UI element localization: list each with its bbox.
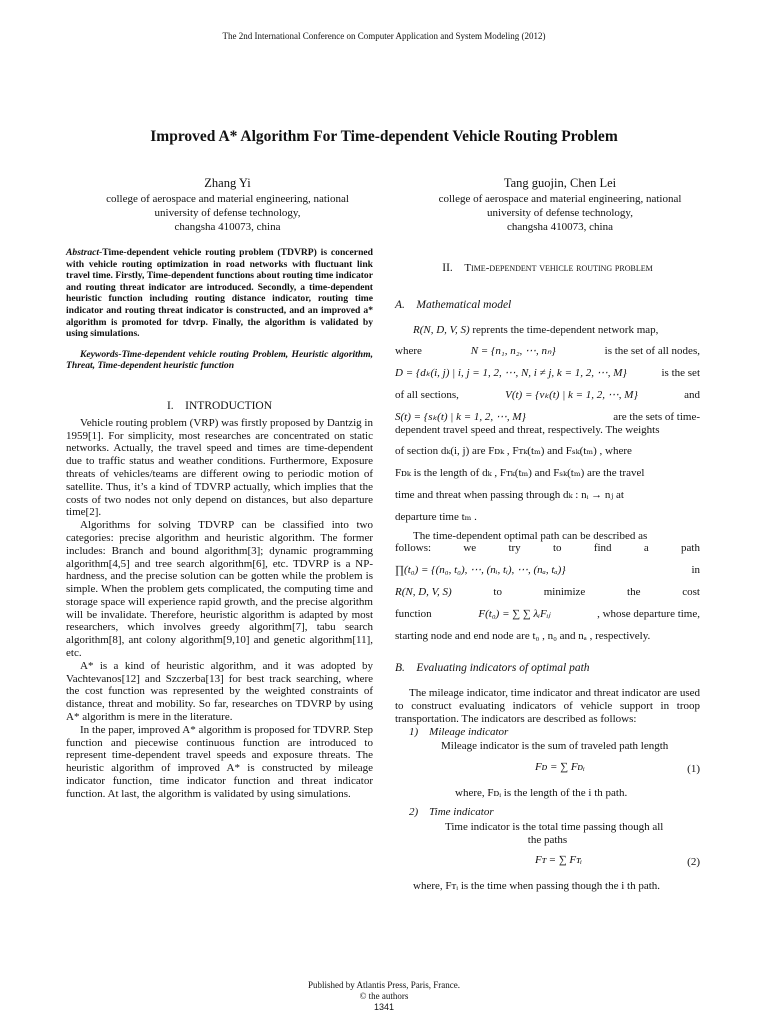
equation-number: (2): [687, 856, 700, 869]
text-line: [395, 367, 700, 380]
text-span: function: [395, 607, 432, 620]
text-line: [395, 389, 700, 402]
text-span: a: [643, 542, 649, 555]
subsection-heading-model: A. Mathematical model: [395, 298, 512, 311]
equation-body: Fᴅ = ∑ Fᴅᵢ: [535, 761, 585, 774]
left-column: [66, 247, 373, 801]
text-span: are the sets of time-: [613, 410, 700, 423]
page-number: 1341: [373, 1002, 395, 1012]
text-span: , whose departure time,: [597, 607, 700, 620]
text-line: Time indicator is the total time passing though all: [445, 820, 664, 833]
text-span: in: [691, 564, 700, 577]
text-line: time and threat when passing through dₖ : nᵢ → nⱼ at: [395, 488, 624, 501]
math-expression: R(N, D, V, S): [413, 323, 470, 336]
text-span: minimize: [543, 585, 586, 598]
section-title: Time-dependent vehicle routing problem: [464, 262, 653, 274]
text-line: [395, 608, 700, 621]
text-line: [395, 542, 700, 555]
text-line: where, Fᴅᵢ is the length of the i th path.: [455, 787, 628, 800]
subsection-heading-indicators: B. Evaluating indicators of optimal path: [395, 662, 590, 675]
math-expression: N = {n₁, n₂, ⋯, nₙ}: [470, 345, 556, 358]
section-heading-tdvrp: [395, 262, 700, 275]
keywords-text: Time-dependent vehicle routing Problem, Heuristic algorithm, Threat, Time-dependent heuristic function: [66, 348, 373, 372]
math-expression: ∏(t₀) = {(n₀, t₀), ⋯, (nᵢ, tᵢ), ⋯, (nₐ, tₐ)}: [395, 564, 566, 577]
author-affiliation: changsha 410073, china: [174, 221, 281, 233]
author-affiliation: college of aerospace and material engineering, national: [106, 193, 349, 205]
subsubsection-heading-time: 2) Time indicator: [409, 805, 494, 818]
abstract-text: Time-dependent vehicle routing problem (TDVRP) is concerned with vehicle routing optimization in road networks with fluctuant link travel time. Firstly, Time-dependent functions about routing time indicator and routing threat indicator are introduced. Secondly, a time-dependent heuristic function including routing distance indicator, routing time indicator and routing threat indicator is constructed, and an improved a* algorithm is promoted for tdvrp. Finally, the algorithm is validated by using simulations.: [66, 247, 373, 340]
text-span: we: [463, 542, 477, 555]
equation-1: [395, 755, 700, 785]
conference-header: The 2nd International Conference on Computer Application and System Modeling (2012): [222, 31, 546, 41]
section-heading-introduction: I. INTRODUCTION: [166, 399, 273, 412]
math-expression: F(t₀) = ∑ ∑ λᵢFᵢⱼ: [478, 607, 551, 620]
author-name: Tang guojin, Chen Lei: [503, 176, 617, 190]
text-line: [395, 586, 700, 599]
author-affiliation: changsha 410073, china: [507, 221, 613, 233]
text-span: is the set of all nodes,: [604, 345, 700, 358]
text-span: reprents the time-dependent network map,: [469, 323, 659, 336]
paragraph: In the paper, improved A* algorithm is proposed for TDVRP. Step function and piecewise continuous function are introduced to represent time-dependent travel speeds and exposure threats. The heuristic algorithm of improved A* is constructed by mileage indicator function, time indicator function and threat indicator function. At last, the algorithm is validated by using simulations.: [66, 723, 373, 800]
paragraph: A* is a kind of heuristic algorithm, and it was adopted by Vachtevanos[12] and Szczerba[13] for best track searching, where the cost function was represented by the weighted constraints of distance, threat and mobility. So far, researches on TDVRP by using A* algorithm is mere in the literature.: [66, 659, 373, 724]
text-span: the: [627, 585, 641, 598]
right-column: [395, 262, 700, 899]
text-line: The time-dependent optimal path can be described as: [413, 529, 648, 542]
text-span: to: [552, 542, 562, 555]
text-line: Mileage indicator is the sum of traveled path length: [441, 740, 669, 753]
section-number: II.: [442, 262, 453, 274]
paper-title: Improved A* Algorithm For Time-dependent Vehicle Routing Problem: [150, 128, 618, 145]
author-affiliation: university of defense technology,: [154, 207, 301, 219]
paragraph: Algorithms for solving TDVRP can be classified into two categories: precise algorithm and heuristic algorithm. The former includes: Branch and bound algorithm[3]; dynamic programming algorithm[4,5] and tree search algorithm[6], etc. TDVRP is a NP-hardness, and the precise solution can be gotten while the problem is simple. When the problem gets complicated, the computing time and storage space will experience rapid growth, and the precise algorithm will be invalidate. Therefore, heuristic algorithm is adapted by most researchers, which involves greedy algorithm[7], tabu search algorithm[8], ant colony algorithm[9,10] and genetic algorithm[11], etc.: [66, 519, 373, 660]
abstract: [66, 247, 373, 340]
text-line: Fᴅₖ is the length of dₖ , Fᴛₖ(tₘ) and Fₛₖ(tₘ) are the travel: [395, 467, 645, 480]
text-line: [395, 324, 700, 337]
page-footer: [0, 980, 768, 1013]
keywords-label: Keywords-: [80, 348, 122, 360]
text-span: follows:: [395, 542, 432, 555]
text-line: of section dₖ(i, j) are Fᴅₖ , Fᴛₖ(tₘ) and Fₛₖ(tₘ) , where: [395, 445, 632, 458]
math-expression: D = {dₖ(i, j) | i, j = 1, 2, ⋯, N, i ≠ j, k = 1, 2, ⋯, M}: [395, 367, 627, 380]
publisher-line: Published by Atlantis Press, Paris, France.: [308, 980, 460, 990]
subsubsection-heading-mileage: 1) Mileage indicator: [409, 725, 509, 738]
text-span: cost: [682, 585, 700, 598]
author-block-2: [400, 176, 720, 234]
author-block-1: [65, 176, 390, 234]
author-affiliation: college of aerospace and material engineering, national: [438, 193, 682, 205]
text-span: try: [508, 542, 521, 555]
equation-2: [395, 848, 700, 878]
math-expression: S(t) = {sₖ(t) | k = 1, 2, ⋯, M}: [395, 410, 526, 423]
text-span: of all sections,: [395, 388, 459, 401]
text-line: [395, 345, 700, 358]
text-span: and: [684, 388, 700, 401]
math-expression: V(t) = {vₖ(t) | k = 1, 2, ⋯, M}: [505, 388, 638, 401]
text-span: is the set: [661, 367, 700, 380]
paragraph: The mileage indicator, time indicator and threat indicator are used to construct evaluating indicators of vehicle support in troop transportation. The indicators are described as follows:: [395, 687, 700, 725]
text-line: departure time tₘ .: [395, 510, 477, 523]
text-span: where: [395, 345, 422, 358]
author-name: Zhang Yi: [204, 176, 251, 190]
equation-number: (1): [687, 763, 700, 776]
keywords: [66, 349, 373, 372]
text-line: dependent travel speed and threat, respectively. The weights: [395, 423, 660, 436]
text-line: [395, 564, 700, 577]
paragraph: Vehicle routing problem (VRP) was firstly proposed by Dantzig in 1959[1]. For simplicity, most researches are concentrated on static networks. Actually, the travel speed and times are time-dependent due to traffic status and weather conditions. Furthermore, Exposure threats of vehicles/teams are different owing to periodic motion of satellite. Thus, it’s a kind of TDVRP actually, which implies that the costs of two nodes not only depend on distances, but also departure time[2].: [66, 416, 373, 519]
math-expression: R(N, D, V, S): [395, 585, 452, 598]
text-line: where, Fᴛᵢ is the time when passing though the i th path.: [413, 880, 661, 893]
text-line: [395, 411, 700, 424]
text-line: starting node and end node are t₀ , n₀ and nₐ , respectively.: [395, 629, 651, 642]
text-span: path: [681, 542, 700, 555]
equation-body: Fᴛ = ∑ Fᴛᵢ: [535, 854, 583, 867]
text-span: find: [593, 542, 612, 555]
text-span: to: [493, 585, 502, 598]
author-affiliation: university of defense technology,: [487, 207, 633, 219]
copyright-line: © the authors: [359, 991, 409, 1001]
abstract-label: Abstract-: [66, 247, 103, 258]
text-line: the paths: [527, 833, 568, 846]
